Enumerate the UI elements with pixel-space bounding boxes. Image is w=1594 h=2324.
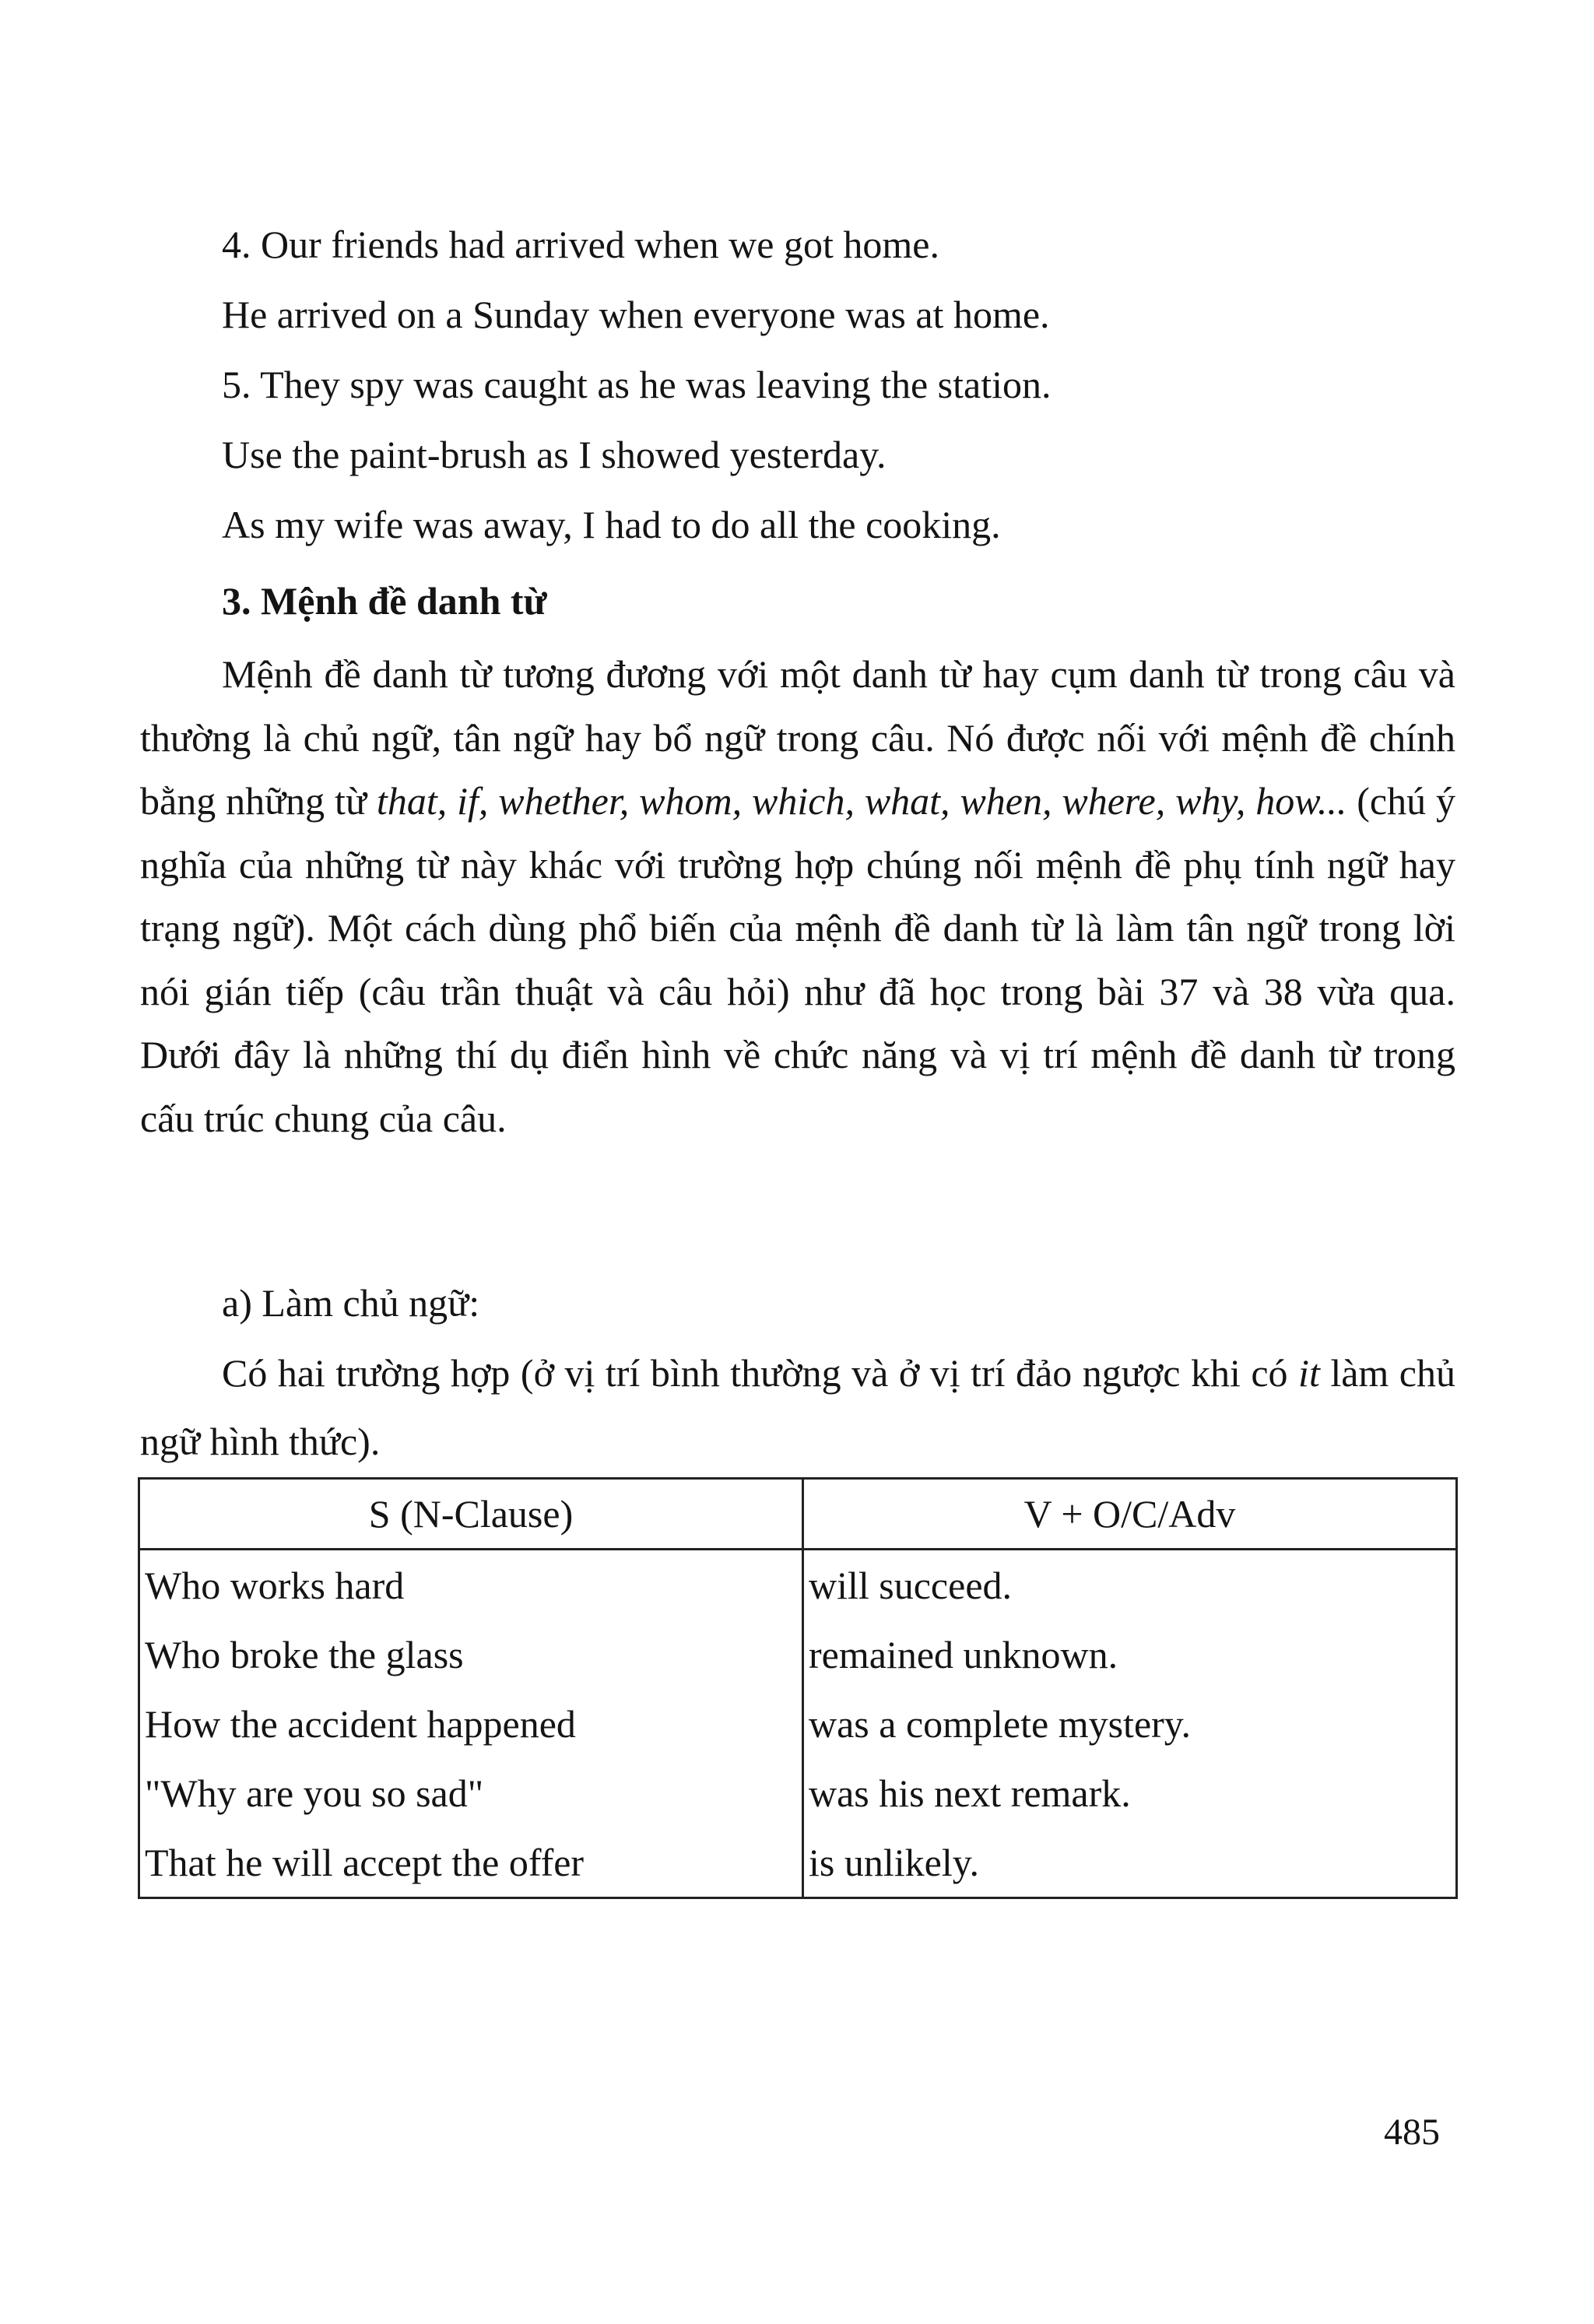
table-cell: will succeed. [803, 1550, 1457, 1620]
noun-clause-table [138, 1477, 1458, 1899]
table-cell: Who works hard [139, 1550, 803, 1620]
column-header: S (N-Clause) [139, 1479, 803, 1550]
note-it: it [1298, 1351, 1320, 1395]
table-cell: remained unknown. [803, 1620, 1457, 1689]
section-paragraph [140, 643, 1455, 1150]
table-cell: was a complete mystery. [803, 1689, 1457, 1758]
column-header: V + O/C/Adv [803, 1479, 1457, 1550]
example-line: 4. Our friends had arrived when we got home. [222, 223, 939, 266]
example-line: Use the paint-brush as I showed yesterday. [222, 433, 887, 476]
paragraph-text: Mệnh đề danh từ tương đương với một danh từ hay cụm danh từ trong câu và thường là chủ ngữ, tân ngữ hay bổ ngữ trong câu. Nó được nối với mệnh đề chính bằng những từ [140, 652, 1455, 823]
paragraph-text: (chú ý nghĩa của những từ này khác với trường hợp chúng nối mệnh đề phụ tính ngữ hay trạng ngữ). Một cách dùng phổ biến của mệnh đề danh từ là làm tân ngữ trong lời nói gián tiếp (câu trần thuật và câu hỏi) như đã học trong bài 37 và 38 vừa qua. Dưới đây là những thí dụ điển hình về chức năng và vị trí mệnh đề danh từ trong cấu trúc chung của câu. [140, 779, 1455, 1140]
table-cell: Who broke the glass [139, 1620, 803, 1689]
table-cell: "Why are you so sad" [139, 1758, 803, 1827]
table-cell: That he will accept the offer [139, 1827, 803, 1898]
table-cell: is unlikely. [803, 1827, 1457, 1898]
note-text: làm chủ ngữ hình thức). [140, 1351, 1455, 1463]
example-line: 5. They spy was caught as he was leaving the station. [222, 363, 1052, 406]
connector-words: that, if, whether, whom, which, what, when, where, why, how... [376, 779, 1347, 823]
page-number: 485 [1384, 2112, 1440, 2153]
table-row [139, 1620, 1457, 1689]
table-cell: was his next remark. [803, 1758, 1457, 1827]
subheading-a: a) Làm chủ ngữ: [222, 1281, 480, 1325]
section-heading: 3. Mệnh đề danh từ [222, 579, 547, 623]
note-paragraph [140, 1339, 1455, 1476]
table-cell: How the accident happened [139, 1689, 803, 1758]
table-row [139, 1827, 1457, 1898]
note-text: Có hai trường hợp (ở vị trí bình thường và ở vị trí đảo ngược khi có [222, 1351, 1299, 1395]
table-header-row [139, 1479, 1457, 1550]
table-row [139, 1758, 1457, 1827]
example-line: As my wife was away, I had to do all the cooking. [222, 503, 1001, 546]
example-line: He arrived on a Sunday when everyone was at home. [222, 293, 1050, 336]
table-row [139, 1550, 1457, 1620]
table-row [139, 1689, 1457, 1758]
